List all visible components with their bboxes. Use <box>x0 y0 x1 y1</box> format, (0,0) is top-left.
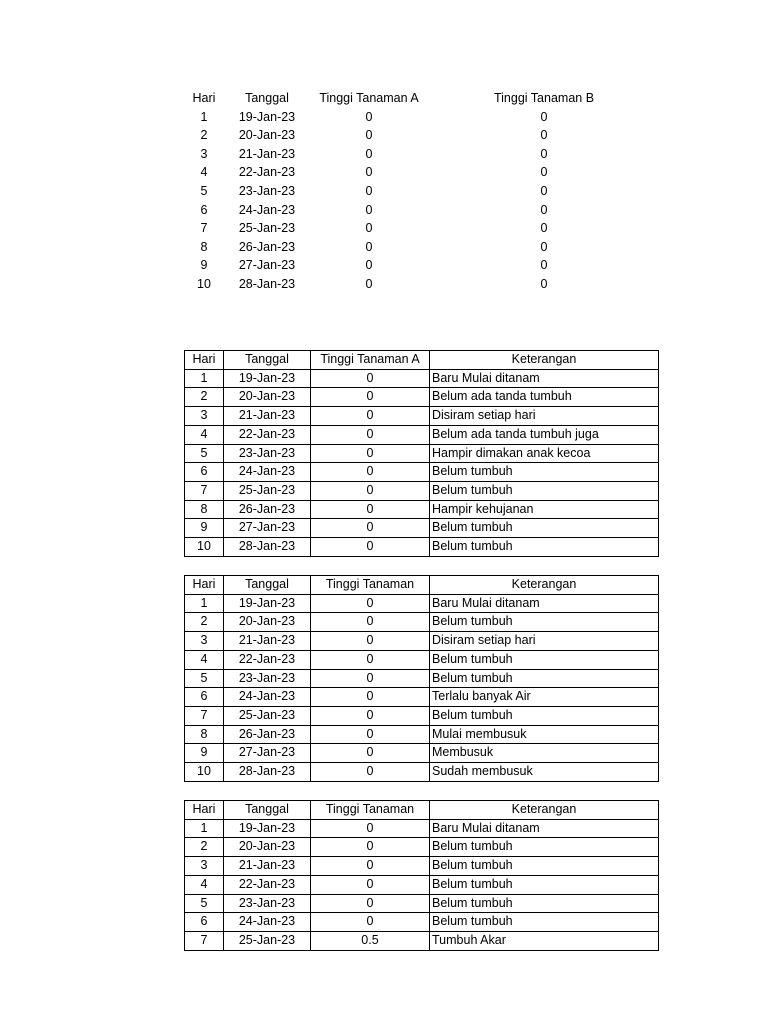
table-row <box>185 500 659 519</box>
table-row <box>185 538 659 557</box>
cell-keterangan: Baru Mulai ditanam <box>430 594 659 613</box>
cell-tanggal: 28-Jan-23 <box>224 763 311 782</box>
cell-keterangan: Belum tumbuh <box>430 913 659 932</box>
cell-tanggal: 21-Jan-23 <box>224 407 311 426</box>
cell-hari: 1 <box>185 819 224 838</box>
header-keterangan: Keterangan <box>430 351 659 370</box>
table-row <box>185 650 659 669</box>
cell-tanggal: 26-Jan-23 <box>224 725 311 744</box>
cell-hari: 3 <box>185 407 224 426</box>
cell-hari: 4 <box>185 650 224 669</box>
cell-tanggal: 19-Jan-23 <box>224 594 311 613</box>
cell-keterangan: Belum tumbuh <box>430 650 659 669</box>
table-row <box>185 763 659 782</box>
cell-hari: 7 <box>200 221 208 236</box>
cell-tanggal: 28-Jan-23 <box>238 276 296 291</box>
cell-tinggi: 0 <box>311 613 430 632</box>
table-row <box>185 669 659 688</box>
cell-tanggal: 23-Jan-23 <box>224 894 311 913</box>
cell-keterangan: Belum tumbuh <box>430 706 659 725</box>
cell-tinggi: 0 <box>311 369 430 388</box>
table-row <box>185 744 659 763</box>
header-hari: Hari <box>192 91 216 105</box>
cell-hari: 2 <box>185 613 224 632</box>
table-row <box>185 444 659 463</box>
spacer-cell <box>429 256 485 275</box>
header-keterangan: Keterangan <box>430 801 659 820</box>
cell-tinggi: 0.5 <box>311 931 430 950</box>
spacer-cell <box>429 89 485 108</box>
cell-keterangan: Hampir kehujanan <box>430 500 659 519</box>
cell-tinggi: 0 <box>311 463 430 482</box>
cell-keterangan: Membusuk <box>430 744 659 763</box>
cell-tanggal: 20-Jan-23 <box>224 613 311 632</box>
cell-tinggi-b: 0 <box>540 202 548 217</box>
cell-keterangan: Baru Mulai ditanam <box>430 819 659 838</box>
header-tanggal: Tanggal <box>224 801 311 820</box>
table-header-row <box>185 801 659 820</box>
table-row <box>185 838 659 857</box>
table-row <box>185 706 659 725</box>
cell-tanggal: 21-Jan-23 <box>224 632 311 651</box>
cell-tanggal: 24-Jan-23 <box>224 913 311 932</box>
table-row <box>185 388 659 407</box>
cell-tinggi: 0 <box>311 857 430 876</box>
cell-tinggi: 0 <box>311 650 430 669</box>
cell-hari: 7 <box>185 931 224 950</box>
cell-tinggi: 0 <box>311 425 430 444</box>
cell-hari: 6 <box>200 202 208 217</box>
cell-tanggal: 25-Jan-23 <box>238 221 296 236</box>
growth-log-table-c <box>184 800 659 951</box>
header-tinggi-b: Tinggi Tanaman B <box>493 91 595 105</box>
cell-hari: 1 <box>185 594 224 613</box>
table-row <box>185 463 659 482</box>
table-header-row <box>183 89 603 108</box>
cell-tinggi-b: 0 <box>540 276 548 291</box>
growth-table-a-b <box>183 89 603 294</box>
spacer-cell <box>429 182 485 201</box>
cell-tinggi-a: 0 <box>365 146 373 161</box>
cell-hari: 6 <box>185 463 224 482</box>
spacer-cell <box>429 126 485 145</box>
cell-tinggi-a: 0 <box>365 109 373 124</box>
cell-tinggi-b: 0 <box>540 183 548 198</box>
cell-tanggal: 22-Jan-23 <box>224 425 311 444</box>
table-body <box>185 369 659 556</box>
spacer-cell <box>429 219 485 238</box>
cell-hari: 8 <box>185 500 224 519</box>
table-row <box>183 182 603 201</box>
table-row <box>185 425 659 444</box>
table-row <box>185 369 659 388</box>
cell-tanggal: 23-Jan-23 <box>224 669 311 688</box>
cell-tinggi: 0 <box>311 894 430 913</box>
cell-tinggi: 0 <box>311 388 430 407</box>
cell-tinggi: 0 <box>311 632 430 651</box>
cell-hari: 7 <box>185 706 224 725</box>
table-row <box>185 594 659 613</box>
cell-tanggal: 24-Jan-23 <box>238 202 296 217</box>
cell-hari: 6 <box>185 913 224 932</box>
cell-tanggal: 23-Jan-23 <box>224 444 311 463</box>
table-row <box>185 931 659 950</box>
cell-hari: 7 <box>185 481 224 500</box>
spacer-cell <box>429 145 485 164</box>
cell-tanggal: 19-Jan-23 <box>224 369 311 388</box>
cell-tanggal: 21-Jan-23 <box>224 857 311 876</box>
cell-tanggal: 22-Jan-23 <box>224 650 311 669</box>
growth-log-table-b <box>184 575 659 782</box>
cell-tinggi: 0 <box>311 594 430 613</box>
table-row <box>185 875 659 894</box>
spacer-cell <box>429 108 485 127</box>
cell-hari: 8 <box>200 239 208 254</box>
cell-tinggi-a: 0 <box>365 128 373 143</box>
cell-hari: 10 <box>197 276 211 291</box>
cell-keterangan: Belum tumbuh <box>430 519 659 538</box>
cell-keterangan: Sudah membusuk <box>430 763 659 782</box>
cell-hari: 3 <box>185 632 224 651</box>
cell-tinggi-a: 0 <box>365 276 373 291</box>
table-row <box>183 219 603 238</box>
table-body <box>185 594 659 781</box>
table-row <box>185 632 659 651</box>
cell-hari: 2 <box>185 838 224 857</box>
header-keterangan: Keterangan <box>430 576 659 595</box>
cell-hari: 9 <box>185 744 224 763</box>
cell-keterangan: Disiram setiap hari <box>430 407 659 426</box>
cell-tanggal: 25-Jan-23 <box>224 481 311 500</box>
table-row <box>185 913 659 932</box>
header-hari: Hari <box>185 801 224 820</box>
cell-tinggi: 0 <box>311 444 430 463</box>
cell-hari: 5 <box>185 444 224 463</box>
cell-hari: 3 <box>185 857 224 876</box>
table-row <box>183 108 603 127</box>
cell-keterangan: Belum ada tanda tumbuh <box>430 388 659 407</box>
cell-keterangan: Belum tumbuh <box>430 463 659 482</box>
header-tanggal: Tanggal <box>224 351 311 370</box>
spacer-cell <box>429 201 485 220</box>
growth-log-table-a <box>184 350 659 557</box>
cell-tinggi: 0 <box>311 913 430 932</box>
cell-tanggal: 19-Jan-23 <box>238 109 296 124</box>
header-tinggi-a: Tinggi Tanaman A <box>319 91 419 105</box>
cell-tinggi-b: 0 <box>540 128 548 143</box>
cell-tinggi-b: 0 <box>540 258 548 273</box>
table-row <box>183 163 603 182</box>
table-row <box>185 894 659 913</box>
cell-keterangan: Belum tumbuh <box>430 875 659 894</box>
cell-tinggi-b: 0 <box>540 221 548 236</box>
cell-tanggal: 19-Jan-23 <box>224 819 311 838</box>
table-row <box>185 613 659 632</box>
table-row <box>185 819 659 838</box>
cell-tinggi: 0 <box>311 669 430 688</box>
cell-tanggal: 23-Jan-23 <box>238 183 296 198</box>
cell-keterangan: Disiram setiap hari <box>430 632 659 651</box>
cell-keterangan: Belum tumbuh <box>430 838 659 857</box>
cell-tinggi: 0 <box>311 500 430 519</box>
header-tanggal: Tanggal <box>224 576 311 595</box>
table-row <box>185 481 659 500</box>
cell-tanggal: 22-Jan-23 <box>238 165 296 180</box>
table-header-row <box>185 576 659 595</box>
cell-tanggal: 25-Jan-23 <box>224 931 311 950</box>
table-header-row <box>185 351 659 370</box>
cell-tinggi: 0 <box>311 819 430 838</box>
cell-tinggi: 0 <box>311 481 430 500</box>
cell-tinggi: 0 <box>311 875 430 894</box>
table-row <box>183 145 603 164</box>
table-row <box>185 519 659 538</box>
spacer-cell <box>429 275 485 294</box>
cell-tanggal: 24-Jan-23 <box>224 463 311 482</box>
cell-hari: 2 <box>200 128 208 143</box>
cell-tanggal: 20-Jan-23 <box>224 388 311 407</box>
cell-tanggal: 22-Jan-23 <box>224 875 311 894</box>
cell-keterangan: Belum tumbuh <box>430 538 659 557</box>
cell-keterangan: Baru Mulai ditanam <box>430 369 659 388</box>
table-row <box>185 725 659 744</box>
cell-tanggal: 27-Jan-23 <box>224 744 311 763</box>
cell-tinggi: 0 <box>311 838 430 857</box>
table-row <box>183 238 603 257</box>
cell-tinggi-b: 0 <box>540 146 548 161</box>
cell-keterangan: Belum tumbuh <box>430 613 659 632</box>
cell-tinggi-a: 0 <box>365 239 373 254</box>
cell-tinggi: 0 <box>311 763 430 782</box>
cell-hari: 6 <box>185 688 224 707</box>
cell-tinggi: 0 <box>311 519 430 538</box>
cell-hari: 4 <box>185 425 224 444</box>
cell-tanggal: 27-Jan-23 <box>238 258 296 273</box>
cell-hari: 4 <box>200 165 208 180</box>
cell-tanggal: 24-Jan-23 <box>224 688 311 707</box>
cell-keterangan: Belum ada tanda tumbuh juga <box>430 425 659 444</box>
cell-tanggal: 20-Jan-23 <box>224 838 311 857</box>
header-tinggi: Tinggi Tanaman <box>311 801 430 820</box>
cell-tanggal: 25-Jan-23 <box>224 706 311 725</box>
table-body <box>185 819 659 950</box>
header-tinggi: Tinggi Tanaman A <box>311 351 430 370</box>
cell-hari: 9 <box>185 519 224 538</box>
cell-hari: 10 <box>185 538 224 557</box>
cell-keterangan: Hampir dimakan anak kecoa <box>430 444 659 463</box>
cell-tanggal: 26-Jan-23 <box>238 239 296 254</box>
cell-tanggal: 27-Jan-23 <box>224 519 311 538</box>
header-hari: Hari <box>185 351 224 370</box>
cell-tinggi: 0 <box>311 744 430 763</box>
table-row <box>183 126 603 145</box>
table-row <box>183 275 603 294</box>
cell-tinggi-a: 0 <box>365 221 373 236</box>
cell-hari: 1 <box>200 109 208 124</box>
cell-hari: 5 <box>185 669 224 688</box>
cell-hari: 5 <box>185 894 224 913</box>
cell-tinggi: 0 <box>311 706 430 725</box>
cell-keterangan: Belum tumbuh <box>430 669 659 688</box>
cell-hari: 1 <box>185 369 224 388</box>
spacer-cell <box>429 238 485 257</box>
table-row <box>185 407 659 426</box>
cell-tanggal: 21-Jan-23 <box>238 146 296 161</box>
cell-hari: 8 <box>185 725 224 744</box>
cell-tinggi: 0 <box>311 725 430 744</box>
cell-tinggi: 0 <box>311 688 430 707</box>
table-row <box>185 857 659 876</box>
cell-tinggi: 0 <box>311 538 430 557</box>
header-hari: Hari <box>185 576 224 595</box>
table-row <box>183 201 603 220</box>
cell-hari: 9 <box>200 258 208 273</box>
cell-tanggal: 20-Jan-23 <box>238 128 296 143</box>
cell-keterangan: Belum tumbuh <box>430 857 659 876</box>
cell-keterangan: Belum tumbuh <box>430 894 659 913</box>
cell-hari: 4 <box>185 875 224 894</box>
spacer-cell <box>429 163 485 182</box>
table-row <box>183 256 603 275</box>
cell-keterangan: Belum tumbuh <box>430 481 659 500</box>
cell-tanggal: 28-Jan-23 <box>224 538 311 557</box>
cell-tanggal: 26-Jan-23 <box>224 500 311 519</box>
cell-tinggi-b: 0 <box>540 239 548 254</box>
cell-tinggi-a: 0 <box>365 258 373 273</box>
cell-hari: 5 <box>200 183 208 198</box>
cell-tinggi: 0 <box>311 407 430 426</box>
cell-tinggi-b: 0 <box>540 165 548 180</box>
header-tinggi: Tinggi Tanaman <box>311 576 430 595</box>
cell-keterangan: Tumbuh Akar <box>430 931 659 950</box>
cell-tinggi-a: 0 <box>365 202 373 217</box>
cell-hari: 10 <box>185 763 224 782</box>
cell-hari: 2 <box>185 388 224 407</box>
table-body <box>183 108 603 294</box>
table-row <box>185 688 659 707</box>
cell-keterangan: Terlalu banyak Air <box>430 688 659 707</box>
cell-keterangan: Mulai membusuk <box>430 725 659 744</box>
cell-hari: 3 <box>200 146 208 161</box>
cell-tinggi-b: 0 <box>540 109 548 124</box>
header-tanggal: Tanggal <box>245 91 289 105</box>
cell-tinggi-a: 0 <box>365 165 373 180</box>
cell-tinggi-a: 0 <box>365 183 373 198</box>
